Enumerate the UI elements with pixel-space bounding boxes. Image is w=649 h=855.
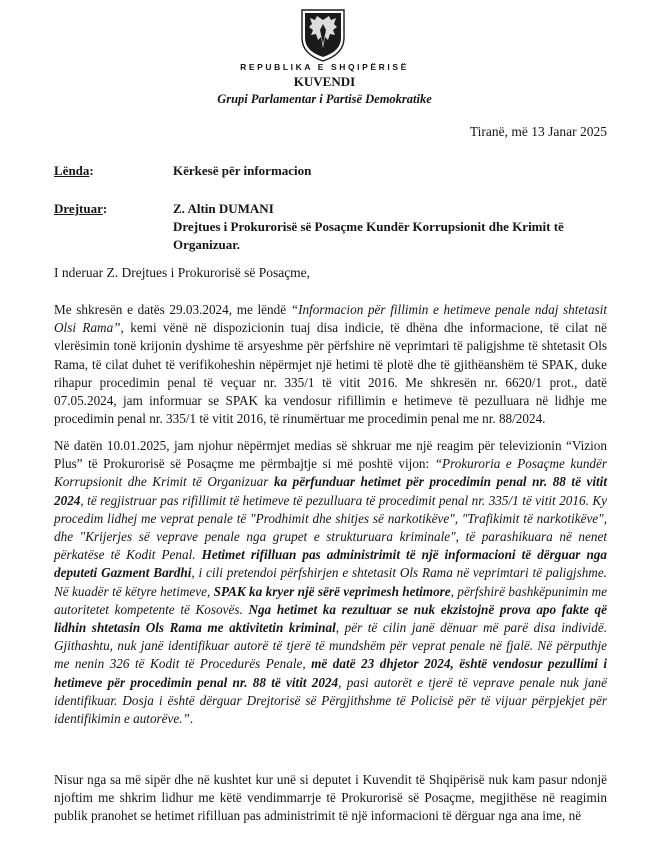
double-headed-eagle-emblem-icon — [296, 4, 350, 62]
paragraph-2: Në datën 10.01.2025, jam njohur nëpërmjet medias së shkruar me një reagim për televizionin “Vizion Plus” të Prokurorisë së Posaçme me përmbajtje si më poshtë vijon: “Prokuroria e Posaçme kundër Korrupsionit dhe Krimit të Organizuar ka përfunduar hetimet për procedimin penal nr. 88 të vitit 2024, të regjistruar pas rifillimit të hetimeve të pezulluara të procedimit penal nr. 335/1 të vitit 2016. Ky procedim lidhej me veprat penale të "Prodhimit dhe shitjes së narkotikëve", "Trafikimit të narkotikëve", dhe "Krijerjes së veprave penale nga grupet e strukturuara kriminale", të parashikuara në nenet përkatëse të Kodit Penal. Hetimet rifilluan pas administrimit të një informacioni të dërguar nga deputeti Gazment Bardhi, i cili pretendoi përfshirjen e shtetasit Ols Rama në veprimtari të paligjshme. Në kuadër të këtyre hetimeve, SPAK ka kryer një sërë veprimesh hetimore, përfshirë bashkëpunimin me autoritetet kompetente të Kosovës. Nga hetimet ka rezultuar se nuk ekzistojnë prova apo fakte që lidhin shtetasin Ols Rama me aktivitetin kriminal, për të cilin janë dënuar më parë disa individë. Gjithashtu, nuk janë identifikuar autorë të tjerë të mundshëm për veprat penale në fjalë. Në përputhje me nenin 326 të Kodit të Procedurës Penale, më datë 23 dhjetor 2024, është vendosur pezullimi i hetimeve për procedimin penal nr. 88 të vitit 2024, pasi autorët e tjerë të veprave penale nuk janë identifikuar. Dosja i është dërguar Drejtorisë së Përgjithshme të Policisë për të vijuar përpjekjet për identifikimin e autorëve.”. — [54, 438, 607, 727]
addressee-title-line1: Drejtues i Prokurorisë së Posaçme Kundër Korrupsionit dhe Krimit të — [173, 219, 564, 234]
subject-label: Lënda: — [54, 163, 94, 178]
subject-value: Kërkesë për informacion — [173, 163, 312, 178]
paragraph-3: Nisur nga sa më sipër dhe në kushtet kur unë si deputet i Kuvendit të Shqipërisë nuk kam pasur ndonjë njoftim me shkrim lidhur me këtë vendimmarrje të Prokurorisë së Posaçme, megjithëse në reagimin publik pranohet se hetimet rifilluan pas administrimit të një informacioni të dërguar nga ana ime, në — [54, 772, 607, 824]
dateline: Tiranë, më 13 Janar 2025 — [469, 124, 607, 139]
paragraph-1: Me shkresën e datës 29.03.2024, me lëndë “Informacion për fillimin e hetimeve penale ndaj shtetasit Olsi Rama”, kemi vënë në dispozicionin tuaj disa indicie, të dhëna dhe informacione, të cilat në vlerësimin tonë krijonin dyshime të arsyeshme për përfshire në veprimtari të paligjshme të shtetasit Ols Rama, të cilat duhet të verifikoheshin nëpërmjet një hetimi të plotë dhe të gjithëanshëm të SPAK, duke rihapur procedimin penal të veçuar nr. 335/1 të vitit 2016. Me shkresën nr. 6620/1 prot., datë 07.05.2024, jam informuar se SPAK ka vendosur rifillimin e hetimeve të pezulluara në lidhje me procedimin penal nr. 335/1 të vitit 2016, të rinumërtuar me procedimin penal me nr. 88/2024. — [54, 302, 607, 427]
greeting: I nderuar Z. Drejtues i Prokurorisë së Posaçme, — [54, 265, 311, 280]
addressee-title-line2: Organizuar. — [173, 237, 241, 252]
addressee-label: Drejtuar: — [54, 201, 108, 216]
addressee-name: Z. Altin DUMANI — [173, 201, 274, 216]
institution-heading: KUVENDI — [293, 74, 356, 89]
republic-heading: REPUBLIKA E SHQIPËRISË — [240, 62, 409, 72]
parliamentary-group-heading: Grupi Parlamentar i Partisë Demokratike — [217, 92, 432, 106]
